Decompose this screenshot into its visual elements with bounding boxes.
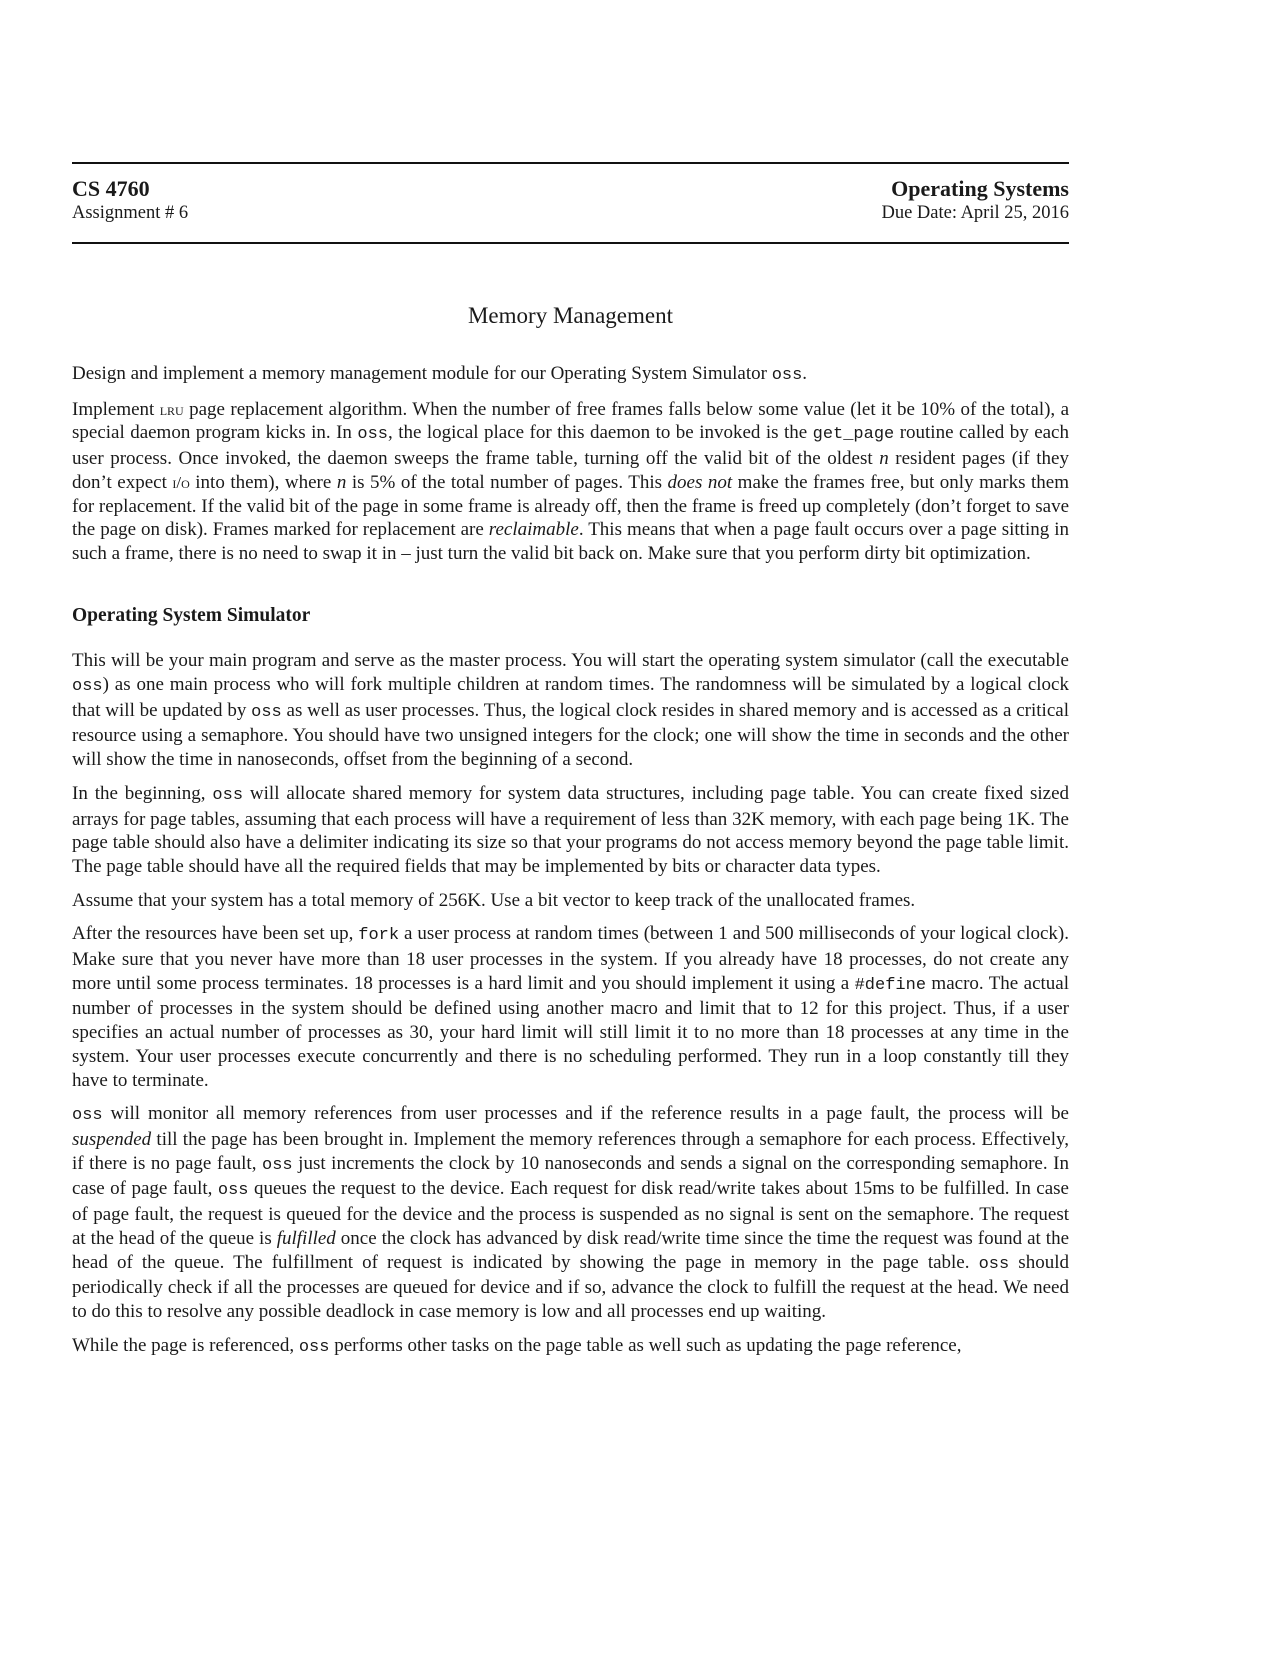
text-run: ) as one main process who will fork multiple children at random times. The randomness will be simulated by a logical clock that will be updated by (72, 674, 1069, 721)
text-run: is 5% of the total number of pages. This (346, 471, 668, 493)
text-run: a user process at random times (between 1 and 500 milliseconds of your logical clock). Make sure that you never have more than 18 user processes in the system. If you already have 18 processes, do not create any more until some process terminates. 18 processes is a hard limit and you should implement it using a (72, 923, 1069, 994)
text-run: should periodically check if all the processes are queued for device and if so, advance the clock to fulfill the request at the head. We need to do this to resolve any possible deadlock in case memory is low and all processes end up waiting. (72, 1251, 1069, 1322)
paragraph (72, 398, 1069, 566)
document-title: Memory Management (467, 303, 674, 328)
code-term: fork (358, 926, 400, 946)
text-run: will allocate shared memory for system data structures, including page table. You can create fixed sized arrays for page tables, assuming that each process will have a requirement of less than 32K memory, with each page being 1K. The page table should also have a delimiter indicating its size so that your programs do not access memory beyond the page table limit. The page table should have all the required fields that may be implemented by bits or character data types. (72, 782, 1070, 877)
section-heading: Operating System Simulator (72, 604, 311, 626)
text-run: After the resources have been set up, (72, 923, 359, 945)
header-bottom-rule (72, 242, 1069, 244)
emphasis-text: fulfilled (276, 1227, 336, 1249)
paragraph (72, 649, 1069, 772)
text-run: While the page is referenced, (72, 1334, 299, 1356)
paragraph (72, 782, 1069, 879)
text-run: , the logical place for this daemon to be invoked is the (388, 422, 813, 444)
text-run: This will be your main program and serve as the master process. You will start the operating system simulator (call the executable (72, 650, 1069, 672)
paragraph (72, 1102, 1069, 1323)
text-run: queues the request to the device. Each request for disk read/write takes about 15ms to be fulfilled. In case of page fault, the request is queued for the device and the process is suspended as no signal is sent on the semaphore. The request at the head of the queue is (72, 1178, 1069, 1249)
text-run: as well as user processes. Thus, the logical clock resides in shared memory and is accessed as a critical resource using a semaphore. You should have two unsigned integers for the clock; one will show the time in seconds and the other will show the time in nanoseconds, offset from the beginning of a second. (72, 699, 1069, 771)
emphasis-text: does not (667, 471, 733, 493)
text-run: once the clock has advanced by disk read/write time since the time the request was found at the head of the queue. The fulfillment of request is indicated by showing the page in memory in the page table. (72, 1227, 1069, 1273)
course-code: CS 4760 (72, 176, 150, 201)
text-run: In the beginning, (72, 782, 213, 804)
text-run: page replacement algorithm. When the number of free frames falls below some value (let it be 10% of the total), a special daemon program kicks in. In (72, 398, 1069, 444)
code-term: oss (298, 1337, 330, 1357)
paragraph (72, 922, 1069, 1092)
paragraph (72, 889, 1069, 913)
acronym-text: i/o (172, 472, 190, 492)
paragraph (72, 362, 1069, 388)
emphasis-text: n (879, 448, 889, 470)
paragraph (72, 1334, 1069, 1360)
text-run: will monitor all memory references from user processes and if the reference results in a page fault, the process will be (102, 1103, 1069, 1125)
code-term: oss (212, 785, 244, 805)
text-run: . (802, 363, 808, 384)
emphasis-text: suspended (72, 1128, 152, 1150)
emphasis-text: n (336, 471, 347, 493)
text-run: macro. The actual number of processes in the system should be defined using another macro and limit that to 12 for this project. Thus, if a user specifies an actual number of processes as 30, your hard limit will still limit it to no more than 18 processes at any time in the system. Your user processes execute concurrently and there is no scheduling performed. They run in a loop constantly till they have to terminate. (72, 972, 1069, 1091)
text-run: till the page has been brought in. Implement the memory references through a semaphore for each process. Effectively, if there is no page fault, (72, 1128, 1069, 1174)
code-term: oss (251, 702, 282, 722)
code-term: oss (72, 1106, 103, 1126)
text-run: into them), where (189, 471, 337, 493)
code-term: get_page (812, 425, 895, 445)
code-term: oss (72, 677, 103, 697)
assignment-number: Assignment # 6 (72, 203, 189, 223)
text-run: . This means that when a page fault occurs over a page sitting in such a frame, there is no need to swap it in – just turn the valid bit back on. Make sure that you perform dirty bit optimization. (72, 519, 1070, 564)
code-term: oss (771, 366, 803, 385)
due-date: Due Date: April 25, 2016 (881, 203, 1069, 223)
emphasis-text: reclaimable (488, 519, 579, 541)
code-term: #define (854, 975, 927, 995)
text-run: routine called by each user process. Once invoked, the daemon sweeps the frame table, turning off the valid bit of the oldest (72, 422, 1069, 470)
course-subject: Operating Systems (891, 176, 1069, 201)
text-run: Design and implement a memory management module for our Operating System Simulator (72, 363, 772, 384)
section-paragraphs (72, 649, 1069, 1359)
text-run: resident pages (if they don’t expect (72, 448, 1069, 493)
text-run: make the frames free, but only marks them for replacement. If the valid bit of the page in some frame is already off, then the frame is freed up completely (don’t forget to save the page on disk). Frames marked for replacement are (72, 471, 1070, 541)
code-term: oss (978, 1254, 1010, 1274)
code-term: oss (217, 1181, 249, 1201)
text-run: just increments the clock by 10 nanoseconds and sends a signal on the corresponding semaphore. In case of page fault, (72, 1152, 1069, 1200)
code-term: oss (262, 1155, 293, 1175)
document-body (72, 362, 1069, 1369)
text-run: Implement (72, 398, 160, 420)
intro-paragraphs (72, 362, 1069, 566)
header-top-rule (72, 162, 1069, 164)
acronym-text: lru (159, 399, 184, 419)
text-run: Assume that your system has a total memory of 256K. Use a bit vector to keep track of the unallocated frames. (72, 889, 916, 911)
code-term: oss (357, 425, 388, 445)
text-run: performs other tasks on the page table as well such as updating the page reference, (329, 1334, 962, 1356)
